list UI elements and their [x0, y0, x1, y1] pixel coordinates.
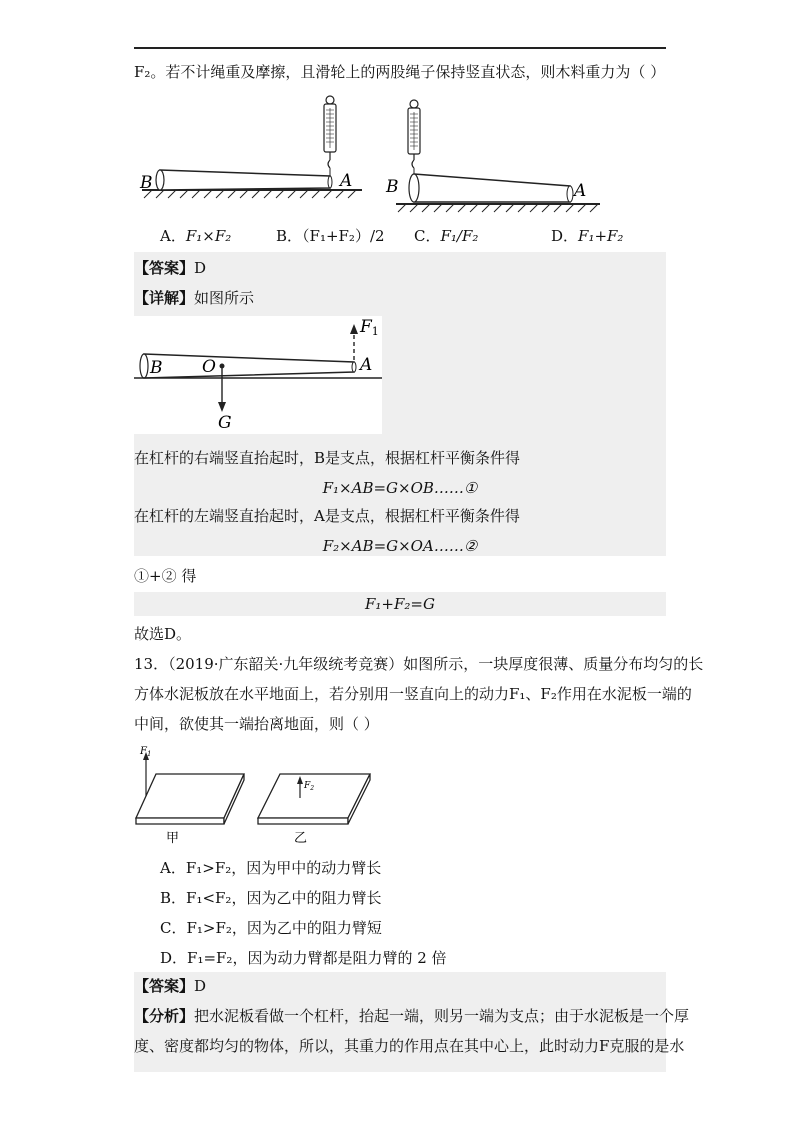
option-text: F₁<F₂，因为乙中的阻力臂长 [186, 889, 382, 907]
q12-explain-figure [134, 316, 382, 434]
q12-conclude: 故选D。 [134, 625, 192, 643]
q13-label-f1: $F_1$ [140, 746, 152, 758]
label-o: O [202, 357, 216, 377]
option-text: F₁=F₂，因为动力臂都是阻力臂的 2 倍 [187, 949, 447, 967]
q13-option-a [160, 858, 381, 878]
header-rule [134, 47, 666, 49]
option-text: F₁+F₂ [578, 227, 624, 245]
answer-value: D [194, 977, 207, 995]
spring-scale-right-icon [408, 100, 420, 174]
beam-left [160, 170, 330, 190]
option-letter: B． [160, 889, 187, 907]
q13-figure [134, 740, 394, 852]
q13-stem-line1: 13．（2019·广东韶关·九年级统考竞赛）如图所示，一块厚度很薄、质量分布均匀的长 [134, 655, 704, 673]
q12-fig-label-a: A [340, 171, 353, 191]
q13-option-d [160, 948, 447, 968]
ground-hatch-right [398, 204, 598, 212]
answer-label: 【答案】 [134, 977, 195, 995]
q12-stem-tail: F₂。若不计绳重及摩擦，且滑轮上的两股绳子保持竖直状态，则木料重力为（ ） [134, 63, 666, 81]
ground-hatch-left [144, 190, 356, 198]
q12-fig2-label-b: B [386, 177, 399, 197]
q13-label-f2: $F_2$ [304, 781, 315, 792]
q12-fig-label-b: B [140, 173, 153, 193]
q12-combine: ①+② 得 [134, 567, 197, 585]
q12-line1: 在杠杆的右端竖直抬起时，B是支点，根据杠杆平衡条件得 [134, 449, 521, 467]
beam-left-tip [328, 176, 332, 188]
option-letter: D． [551, 227, 579, 245]
q13-analysis-line2: 度、密度都均匀的物体，所以，其重力的作用点在其中心上，此时动力F克服的是水 [134, 1037, 685, 1055]
option-letter: A． [160, 227, 186, 245]
q13-stem-line3: 中间，欲使其一端抬离地面，则（ ） [134, 715, 379, 733]
plate-jia-front [136, 818, 224, 824]
option-letter: A． [160, 859, 186, 877]
q12-fig2-label-a: A [574, 181, 587, 201]
option-text: F₁>F₂，因为乙中的阻力臂短 [186, 919, 382, 937]
beam-left-end [156, 170, 164, 190]
answer-value: D [194, 259, 207, 277]
label-jia: 甲 [166, 831, 180, 846]
q12-option-a [160, 226, 231, 246]
q12-eq3: F₁+F₂=G [365, 595, 435, 613]
q12-option-d [551, 226, 623, 246]
beam-right-tip [567, 186, 573, 202]
answer-label: 【答案】 [134, 259, 195, 277]
q12-option-c [414, 226, 478, 246]
q12-eq1: F₁×AB=G×OB……① [322, 479, 478, 497]
plate-yi-front [258, 818, 348, 824]
beam-right-end [409, 174, 419, 202]
analysis-label: 【分析】 [134, 1007, 195, 1025]
option-letter: B． [276, 227, 303, 245]
q12-answer [134, 258, 206, 278]
analysis-text: 把水泥板看做一个杠杆，抬起一端，则另一端为支点；由于水泥板是一个厚 [194, 1007, 690, 1025]
q12-explain-head [134, 288, 254, 308]
label-yi: 乙 [294, 831, 308, 846]
q13-analysis-line1 [134, 1006, 689, 1026]
q12-figure [134, 94, 604, 214]
q12-line2: 在杠杆的左端竖直抬起时，A是支点，根据杠杆平衡条件得 [134, 507, 520, 525]
option-text: F₁>F₂，因为甲中的动力臂长 [185, 859, 382, 877]
beam-right [414, 174, 570, 202]
option-letter: C． [414, 227, 441, 245]
option-text: （F₁+F₂）/2 [302, 227, 385, 245]
explain-intro: 如图所示 [194, 289, 255, 307]
q12-eq2: F₂×AB=G×OA……② [322, 537, 478, 555]
option-letter: D． [160, 949, 188, 967]
label-g: G [218, 413, 232, 433]
q13-stem-line2: 方体水泥板放在水平地面上，若分别用一竖直向上的动力F₁、F₂作用在水泥板一端的 [134, 685, 692, 703]
q12-option-b [276, 226, 385, 246]
option-letter: C． [160, 919, 187, 937]
option-text: F₁/F₂ [440, 227, 479, 245]
explain-label: 【详解】 [134, 289, 195, 307]
label-a: A [360, 355, 373, 375]
lever-tip [352, 362, 356, 372]
q13-option-b [160, 888, 381, 908]
label-f1: F1 [360, 317, 379, 338]
lever-end [140, 354, 148, 378]
option-text: F₁×F₂ [185, 227, 232, 245]
label-b: B [150, 358, 163, 378]
q13-answer [134, 976, 206, 996]
spring-scale-left-icon [324, 96, 336, 176]
q13-option-c [160, 918, 382, 938]
